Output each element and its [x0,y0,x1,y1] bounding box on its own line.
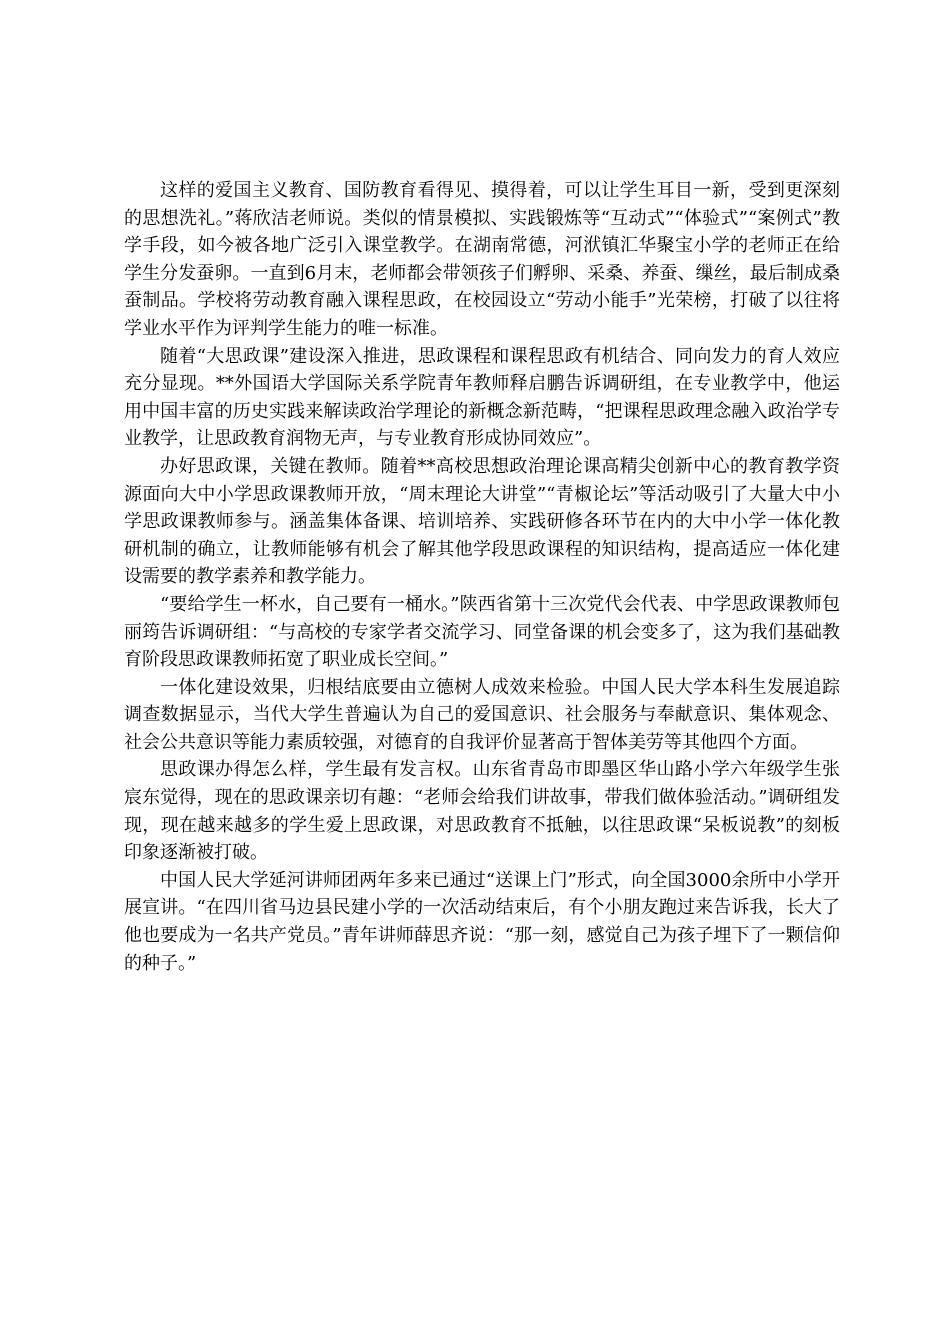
paragraph-big-ideology-course: 随着“大思政课”建设深入推进，思政课程和课程思政有机结合、同向发力的育人效应充分显现。**外国语大学国际关系学院青年教师释启鹏告诉调研组，在专业教学中，他运用中国丰富的历史实践来解读政治学理论的新概念新范畴，“把课程思政理念融入政治学专业教学，让思政教育润物无声，与专业教育形成协同效应”。 [124,345,840,450]
article-body [124,177,840,977]
paragraph-integration-results: 一体化建设效果，归根结底要由立德树人成效来检验。中国人民大学本科生发展追踪调查数据显示，当代大学生普遍认为自己的爱国意识、社会服务与奉献意识、集体观念、社会公共意识等能力素质较强，对德育的自我评价显著高于智体美劳等其他四个方面。 [124,676,840,753]
paragraph-patriotic-education: 这样的爱国主义教育、国防教育看得见、摸得着，可以让学生耳目一新，受到更深刻的思想洗礼。”蒋欣洁老师说。类似的情景模拟、实践锻炼等“互动式”“体验式”“案例式”教学手段，如今被各地广泛引入课堂教学。在湖南常德，河洑镇汇华聚宝小学的老师正在给学生分发蚕卵。一直到6月末，老师都会带领孩子们孵卵、采桑、养蚕、缫丝，最后制成桑蚕制品。学校将劳动教育融入课程思政，在校园设立“劳动小能手”光荣榜，打破了以往将学业水平作为评判学生能力的唯一标准。 [124,180,840,339]
paragraph-lecture-group: 中国人民大学延河讲师团两年多来已通过“送课上门”形式，向全国3000余所中小学开展宣讲。“在四川省马边县民建小学的一次活动结束后，有个小朋友跑过来告诉我，长大了他也要成为一名共产党员。”青年讲师薛思齐说：“那一刻，感觉自己为孩子埋下了一颗信仰的种子。” [124,869,840,974]
paragraph-teacher-quote: “要给学生一杯水，自己要有一桶水。”陕西省第十三次党代会代表、中学思政课教师包丽筠告诉调研组：“与高校的专家学者交流学习、同堂备课的机会变多了，这为我们基础教育阶段思政课教师拓宽了职业成长空间。” [124,593,840,671]
paragraph-student-voice: 思政课办得怎么样，学生最有发言权。山东省青岛市即墨区华山路小学六年级学生张宸东觉得，现在的思政课亲切有趣：“老师会给我们讲故事，带我们做体验活动。”调研组发现，现在越来越多的学生爱上思政课，对思政教育不抵触，以往思政课“呆板说教”的刻板印象逐渐被打破。 [124,759,840,864]
paragraph-teachers-key: 办好思政课，关键在教师。随着**高校思想政治理论课高精尖创新中心的教育教学资源面向大中小学思政课教师开放，“周末理论大讲堂”“青椒论坛”等活动吸引了大量大中小学思政课教师参与。涵盖集体备课、培训培养、实践研修各环节在内的大中小学一体化教研机制的确立，让教师能够有机会了解其他学段思政课程的知识结构，提高适应一体化建设需要的教学素养和教学能力。 [124,455,840,588]
